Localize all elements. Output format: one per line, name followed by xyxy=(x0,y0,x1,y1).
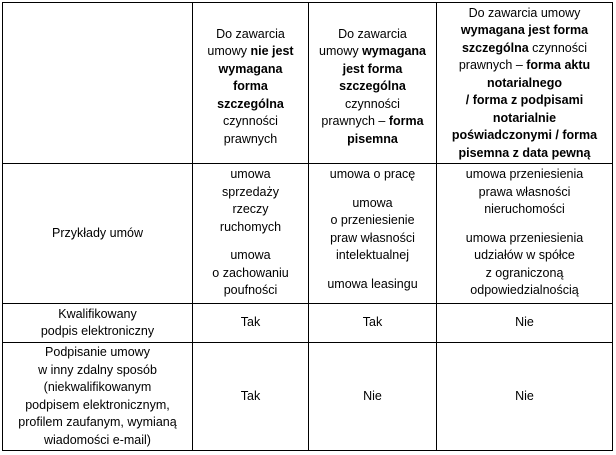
text: czynności xyxy=(528,40,588,55)
label-line: profilem zaufanym, wymianą xyxy=(18,415,177,429)
text: Do zawarcia xyxy=(216,26,285,41)
cell-line: umowa przeniesienia xyxy=(465,167,584,181)
label-line: (niekwalifikowanym xyxy=(43,380,152,394)
table-row-remote-signing xyxy=(3,343,613,451)
text: czynności xyxy=(345,96,400,111)
cell-line: Tak xyxy=(240,315,261,330)
cell-line: o zachowaniu xyxy=(212,265,289,280)
remote-signing-no-special-form xyxy=(193,343,309,451)
cell-line: Nie xyxy=(363,388,382,403)
label-line: w inny zdalny sposób xyxy=(38,362,157,377)
examples-no-special-form xyxy=(193,164,309,304)
header-no-special-form xyxy=(193,3,309,164)
header-written-form xyxy=(309,3,437,164)
text: prawnych xyxy=(223,131,278,146)
cell-line: intelektualnej xyxy=(336,248,409,262)
header-line xyxy=(443,127,606,145)
header-line xyxy=(443,40,606,58)
header-line xyxy=(315,78,430,96)
text: czynności xyxy=(223,114,278,129)
remote-signing-notarial-form xyxy=(437,343,613,451)
bold-text: jest forma xyxy=(342,61,403,76)
bold-text: forma xyxy=(388,114,424,129)
bold-text: wymagana xyxy=(362,44,426,59)
row-label-examples xyxy=(3,164,193,304)
text: Do zawarcia umowy xyxy=(468,5,581,20)
cell-line: umowa leasingu xyxy=(327,276,418,291)
label-line: Przykłady umów xyxy=(52,225,143,240)
row-label-remote-signing xyxy=(3,343,193,451)
header-line xyxy=(443,110,606,128)
cell-line: nieruchomości xyxy=(484,202,565,216)
paragraph-gap xyxy=(315,265,430,276)
remote-signing-written-form xyxy=(309,343,437,451)
cell-line: umowa przeniesienia xyxy=(465,230,584,245)
header-line xyxy=(315,43,430,61)
header-line xyxy=(199,113,302,131)
bold-text: forma aktu xyxy=(526,58,591,73)
cell-line: Nie xyxy=(515,388,534,403)
header-line xyxy=(443,92,606,110)
paragraph-gap xyxy=(199,236,302,247)
qualified-signature-written-form xyxy=(309,304,437,343)
paragraph-gap xyxy=(443,219,606,230)
bold-text: notarialnego xyxy=(486,75,562,90)
cell-line: umowa xyxy=(230,167,271,181)
header-row xyxy=(3,3,613,164)
bold-text: szczególna xyxy=(339,79,406,94)
header-line xyxy=(199,26,302,44)
empty-corner-cell xyxy=(3,3,193,164)
label-line: Kwalifikowany xyxy=(58,306,137,321)
header-line xyxy=(315,26,430,44)
bold-text: wymagana jest forma xyxy=(460,23,589,38)
cell-line: Tak xyxy=(240,388,261,403)
cell-line: rzeczy xyxy=(232,202,269,216)
cell-line: Tak xyxy=(362,315,383,330)
cell-line: umowa xyxy=(352,195,393,210)
text: prawnych – xyxy=(321,114,389,129)
qualified-signature-no-special-form xyxy=(193,304,309,343)
text: umowy xyxy=(319,44,363,59)
bold-text: forma xyxy=(233,79,268,94)
bold-text: szczególna xyxy=(217,96,284,111)
cell-line: praw własności xyxy=(330,230,415,245)
header-line xyxy=(199,61,302,79)
cell-line: ruchomych xyxy=(219,219,282,234)
label-line: wiadomości e-mail) xyxy=(44,432,151,447)
text: prawnych – xyxy=(458,58,527,73)
table-row-examples xyxy=(3,164,613,304)
text: Do zawarcia xyxy=(338,26,407,41)
cell-line: Nie xyxy=(515,315,534,330)
contract-form-table xyxy=(2,2,613,451)
bold-text: poświadczonymi / forma xyxy=(451,128,598,143)
header-line xyxy=(443,75,606,93)
header-line xyxy=(315,96,430,114)
bold-text: szczególna xyxy=(461,40,529,55)
header-line xyxy=(443,22,606,40)
cell-line: sprzedaży xyxy=(222,184,279,199)
label-line: podpis elektroniczny xyxy=(40,324,155,338)
header-line xyxy=(315,113,430,131)
qualified-signature-notarial-form xyxy=(437,304,613,343)
cell-line: z ograniczoną xyxy=(485,265,564,280)
header-line xyxy=(199,78,302,96)
bold-text: wymagana xyxy=(218,61,283,76)
cell-line: udziałów w spółce xyxy=(474,248,575,262)
row-label-qualified-signature xyxy=(3,304,193,343)
bold-text: pisemna z data pewną xyxy=(458,145,591,160)
examples-notarial-form xyxy=(437,164,613,304)
bold-text: pisemna xyxy=(347,131,398,146)
header-line xyxy=(199,131,302,149)
examples-written-form xyxy=(309,164,437,304)
cell-line: odpowiedzialnością xyxy=(470,283,579,297)
bold-text: nie jest xyxy=(250,44,294,59)
header-line xyxy=(199,43,302,61)
paragraph-gap xyxy=(315,184,430,195)
bold-text: / forma z podpisami xyxy=(465,93,584,108)
header-line xyxy=(315,61,430,79)
bold-text: notarialnie xyxy=(492,110,557,125)
cell-line: o przeniesienie xyxy=(330,213,415,227)
cell-line: prawa własności xyxy=(478,184,571,199)
header-notarial-form xyxy=(437,3,613,164)
header-line xyxy=(443,5,606,23)
text: umowy xyxy=(207,44,251,59)
cell-line: poufności xyxy=(223,283,278,297)
table-row-qualified-signature xyxy=(3,304,613,343)
label-line: podpisem elektronicznym, xyxy=(25,397,170,412)
header-line xyxy=(443,145,606,163)
label-line: Podpisanie umowy xyxy=(45,345,150,359)
cell-line: umowa o pracę xyxy=(329,167,416,181)
header-line xyxy=(199,96,302,114)
cell-line: umowa xyxy=(230,248,271,262)
header-line xyxy=(443,57,606,75)
header-line xyxy=(315,131,430,149)
